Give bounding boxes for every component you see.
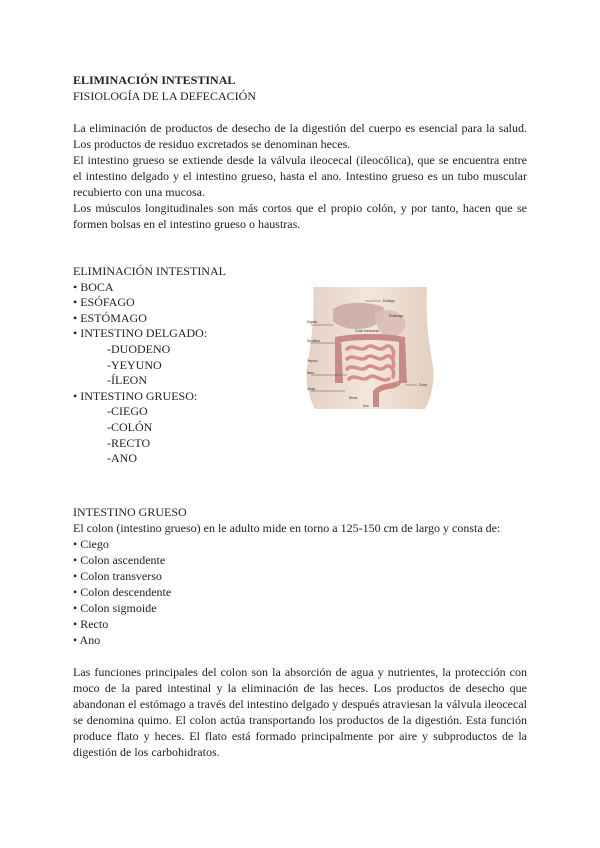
intro-paragraph-3: Los músculos longitudinales son más cortos que el propio colón, y por tanto, hacen que se formen bolsas en el intestino grueso o haustras. bbox=[73, 201, 527, 231]
digestive-system-illustration bbox=[305, 287, 435, 409]
label-recto: Recto bbox=[349, 396, 358, 400]
sub-list-item: -ANO bbox=[107, 451, 137, 466]
label-yeyuno: Yeyuno bbox=[307, 359, 318, 363]
document-heading bbox=[73, 72, 527, 104]
closing-paragraph: Las funciones principales del colon son la absorción de agua y nutrientes, la protección con moco de la pared intestinal y la eliminación de las heces. Los productos de desecho que abandonan el estómago a través del intestino delgado y después atraviesan la válvula ileocecal se denomina quimo. El colon actúa transportando los productos de la digestión. Esta función produce flato y heces. El flato está formado principalmente por aire y subproductos de la digestión de los carbohidratos. bbox=[73, 665, 527, 759]
list-item: • Ano bbox=[73, 633, 101, 647]
list-item: • ESTÓMAGO bbox=[73, 310, 147, 325]
list-item: • ESÓFAGO bbox=[73, 295, 135, 310]
list-item: • INTESTINO GRUESO: bbox=[73, 388, 198, 403]
sub-list-item: -CIEGO bbox=[107, 404, 148, 419]
intro-paragraph-2: El intestino grueso se extiende desde la válvula ileocecal (ileocólica), que se encuentra entre el intestino delgado y el intestino grueso, hasta el ano. Intestino grueso es un tubo muscular recubierto con una mucosa. bbox=[73, 153, 527, 199]
label-ano: Ano bbox=[363, 404, 369, 408]
section-intro: El colon (intestino grueso) en le adulto mide en torno a 125-150 cm de largo y consta de: bbox=[73, 521, 501, 535]
list-item: • Colon ascendente bbox=[73, 553, 166, 567]
sub-list-item: -ÍLEON bbox=[107, 373, 147, 388]
label-esofago: Esófago bbox=[383, 299, 395, 303]
sub-list-item: -YEYUNO bbox=[107, 357, 162, 372]
abdomen-anatomy-image bbox=[305, 287, 435, 409]
organ-list bbox=[73, 264, 527, 467]
sub-list-item: -DUODENO bbox=[107, 341, 171, 356]
list-item: • Recto bbox=[73, 617, 109, 631]
sub-list-item: -COLÓN bbox=[107, 419, 153, 434]
document-subtitle: FISIOLOGÍA DE LA DEFECACIÓN bbox=[73, 89, 256, 103]
label-estomago: Estómago bbox=[389, 314, 404, 318]
label-colon-transverso: Colon transverso bbox=[355, 329, 380, 333]
label-duodeno: Duodeno bbox=[307, 339, 320, 343]
list-item: • Ciego bbox=[73, 537, 109, 551]
intro-section bbox=[73, 120, 527, 232]
intro-paragraph-1: La eliminación de productos de desecho de la digestión del cuerpo es esencial para la salud. Los productos de residuo excretados se denominan heces. bbox=[73, 121, 527, 151]
list-item: • INTESTINO DELGADO: bbox=[73, 326, 208, 341]
list-item: • Colon sigmoide bbox=[73, 601, 157, 615]
list-item: • Colon descendente bbox=[73, 585, 172, 599]
list-item: • BOCA bbox=[73, 279, 114, 294]
label-ciego: Ciego bbox=[307, 387, 316, 391]
colon-functions-paragraph bbox=[73, 664, 527, 760]
large-intestine-section bbox=[73, 504, 527, 648]
label-higado: Hígado bbox=[307, 320, 318, 324]
sub-list-item: -RECTO bbox=[107, 435, 151, 450]
organ-list-heading: ELIMINACIÓN INTESTINAL bbox=[73, 264, 226, 278]
document-title: ELIMINACIÓN INTESTINAL bbox=[73, 73, 236, 87]
label-colon: Colon bbox=[419, 383, 428, 387]
section-heading: INTESTINO GRUESO bbox=[73, 505, 187, 519]
list-item: • Colon transverso bbox=[73, 569, 162, 583]
label-ileon: Íleon bbox=[307, 371, 314, 375]
